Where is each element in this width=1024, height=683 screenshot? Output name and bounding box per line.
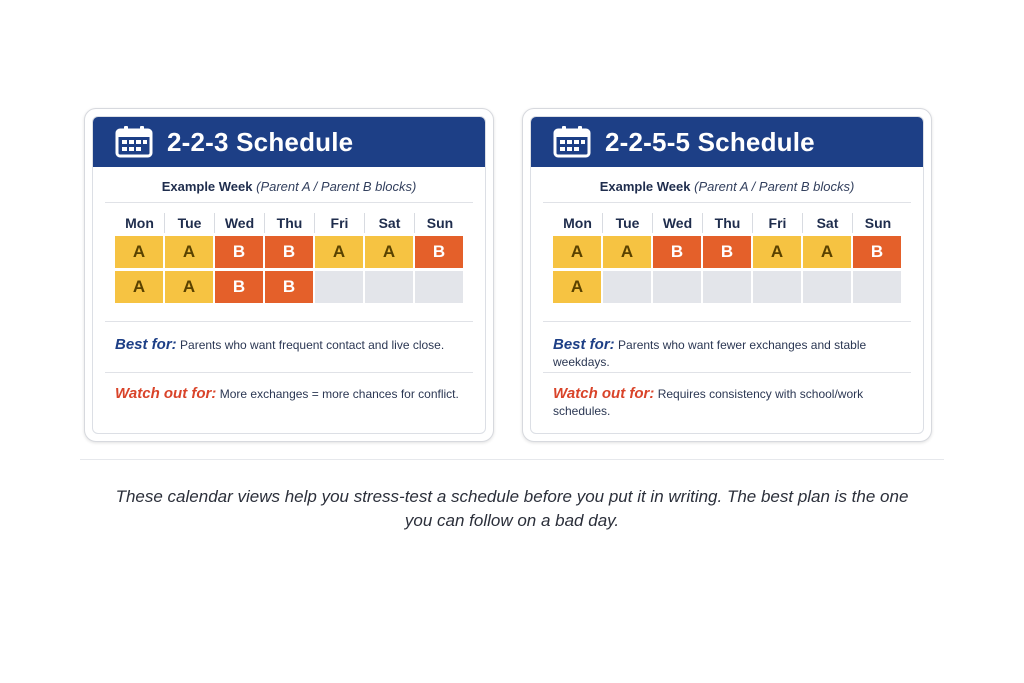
day-header: Sat [803,213,853,233]
divider [543,372,911,373]
day-header: Sun [426,215,454,231]
parent-a-cell: A [315,236,363,268]
parent-a-cell: A [165,271,213,303]
watch-out-text: Requires consistency with school/work schedules. [553,387,864,418]
parent-b-cell: B [415,236,463,268]
empty-day-cell [753,271,801,303]
empty-day-cell [365,271,413,303]
example-title: Example Week [599,179,691,194]
card-inner [530,116,924,434]
week-row [115,271,465,303]
parent-b-cell: B [215,236,263,268]
card-title: 2-2-5-5 Schedule [605,126,815,157]
day-header: Wed [653,213,703,233]
divider [543,202,911,203]
calendar-icon [115,126,153,158]
watch-out-note [115,385,463,403]
day-header: Mon [115,213,165,233]
watch-out-text: More exchanges = more chances for conflict. [219,387,459,401]
divider [105,202,473,203]
example-title: Example Week [161,179,253,194]
parent-a-cell: A [115,271,163,303]
divider [543,321,911,322]
empty-day-cell [415,271,463,303]
parent-a-cell: A [165,236,213,268]
day-headers [553,213,903,233]
calendar-icon [553,126,591,158]
parent-a-cell: A [553,271,601,303]
week-row [553,236,903,268]
day-header: Sat [365,213,415,233]
example-week-label [531,179,923,194]
parent-b-cell: B [653,236,701,268]
best-for-label: Best for: [115,336,177,353]
example-note: (Parent A / Parent B blocks) [256,179,417,194]
divider [80,459,944,460]
parent-b-cell: B [265,236,313,268]
schedule-card-2-2-3 [84,108,494,442]
watch-out-note [553,385,901,420]
day-header: Tue [165,213,215,233]
parent-b-cell: B [703,236,751,268]
parent-a-cell: A [603,236,651,268]
empty-day-cell [853,271,901,303]
day-headers [115,213,465,233]
watch-out-label: Watch out for: [553,385,655,402]
parent-b-cell: B [853,236,901,268]
week-row [115,236,465,268]
day-header: Wed [215,213,265,233]
day-header: Mon [553,213,603,233]
best-for-note [115,336,463,372]
parent-a-cell: A [365,236,413,268]
example-week-label [93,179,485,194]
caption-text: These calendar views help you stress-test a schedule before you put it in writing. The best plan is the one you can follow on a bad day. [115,487,909,530]
best-for-text: Parents who want frequent contact and live close. [180,338,445,352]
day-header: Thu [703,213,753,233]
example-note: (Parent A / Parent B blocks) [694,179,855,194]
parent-a-cell: A [803,236,851,268]
empty-day-cell [315,271,363,303]
schedule-card-2-2-5-5 [522,108,932,442]
parent-b-cell: B [215,271,263,303]
empty-day-cell [803,271,851,303]
parent-a-cell: A [553,236,601,268]
parent-a-cell: A [115,236,163,268]
week-row [553,271,903,303]
best-for-note [553,336,901,372]
day-header: Tue [603,213,653,233]
day-header: Fri [753,213,803,233]
divider [105,321,473,322]
watch-out-label: Watch out for: [115,385,217,402]
empty-day-cell [703,271,751,303]
week-grid [115,213,465,303]
card-title: 2-2-3 Schedule [167,126,354,157]
card-header [93,117,485,167]
day-header: Fri [315,213,365,233]
empty-day-cell [653,271,701,303]
parent-b-cell: B [265,271,313,303]
card-header [531,117,923,167]
card-inner [92,116,486,434]
empty-day-cell [603,271,651,303]
parent-a-cell: A [753,236,801,268]
day-header: Sun [864,215,892,231]
best-for-label: Best for: [553,336,615,353]
week-grid [553,213,903,303]
day-header: Thu [265,213,315,233]
best-for-text: Parents who want fewer exchanges and stable weekdays. [553,338,867,369]
divider [105,372,473,373]
